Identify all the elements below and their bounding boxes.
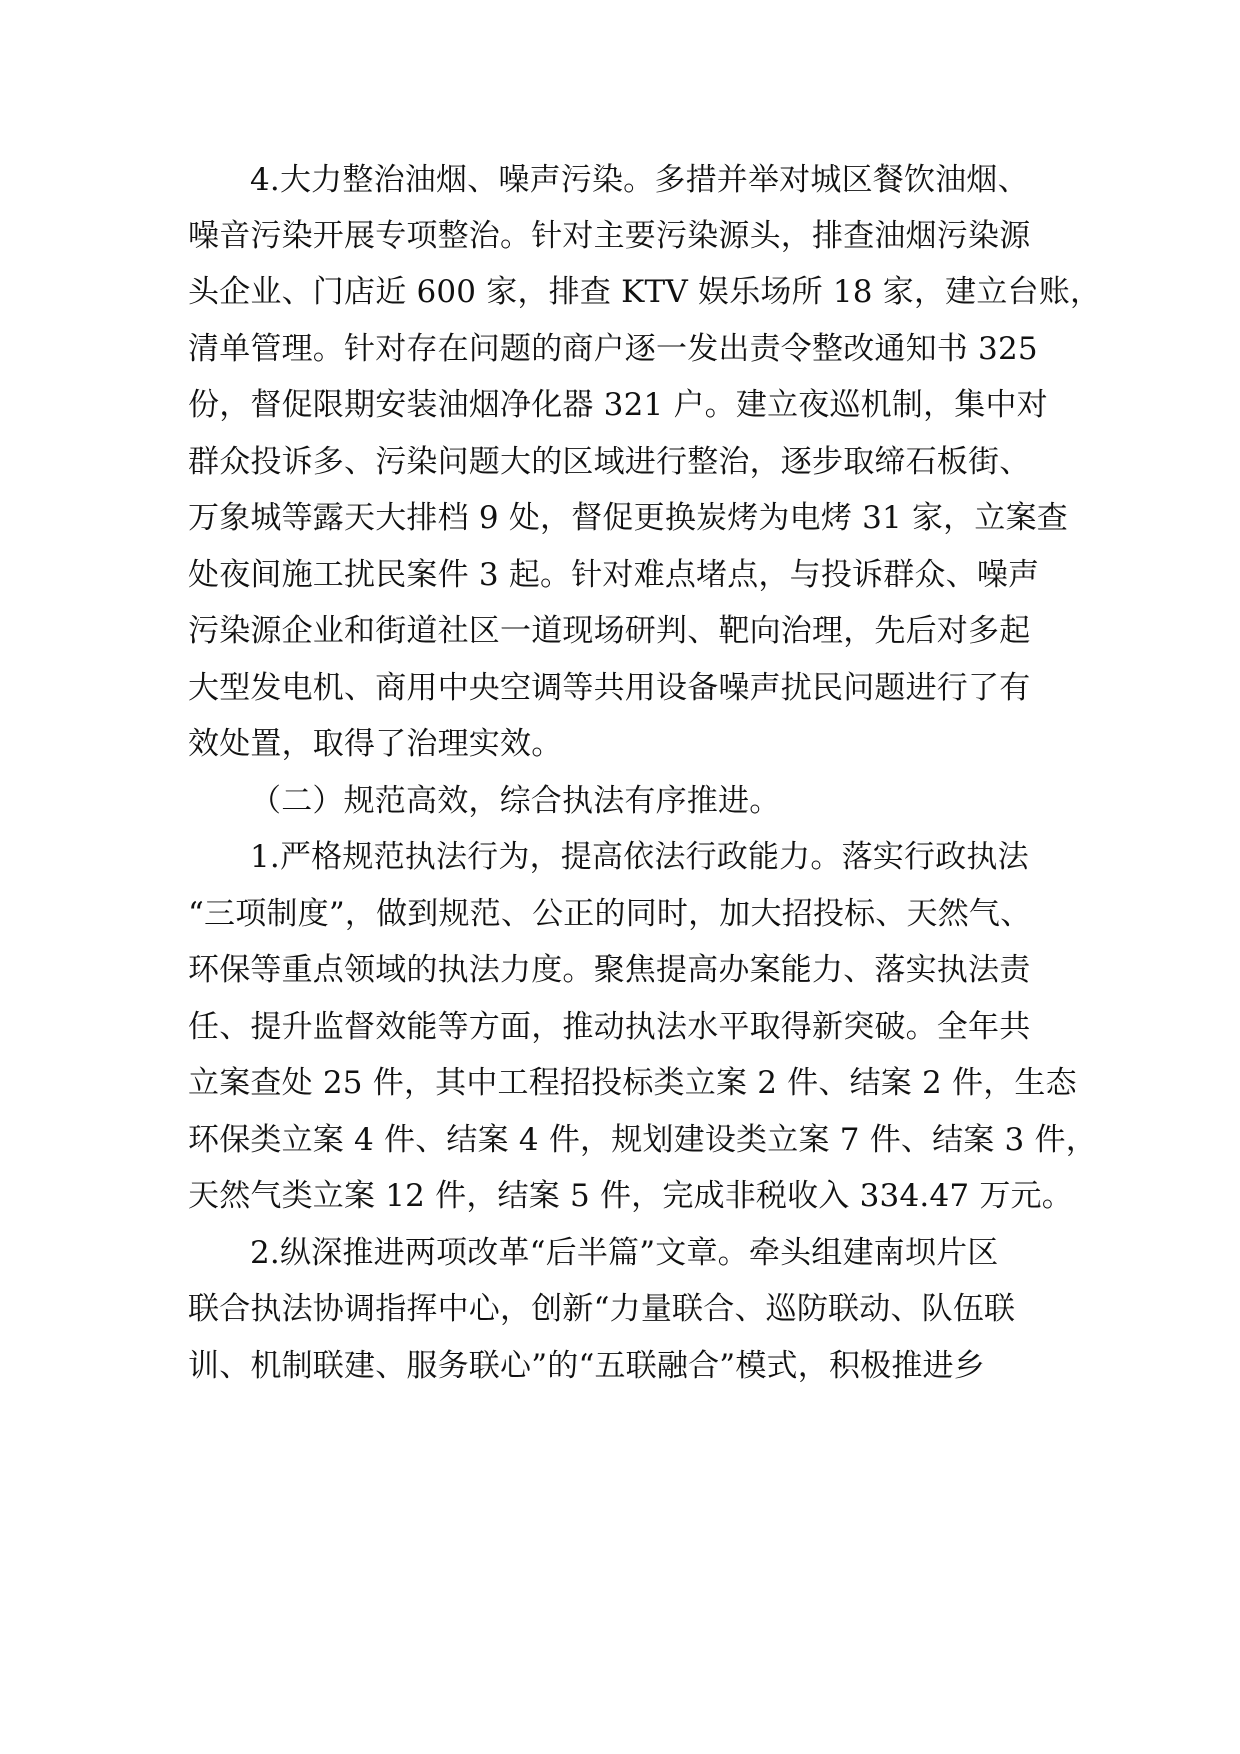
paragraph-line: 天然气类立案 12 件，结案 5 件，完成非税收入 334.47 万元。 — [188, 1178, 1073, 1214]
paragraph-line: 大型发电机、商用中央空调等共用设备噪声扰民问题进行了有 — [188, 670, 1031, 706]
paragraph-line: 头企业、门店近 600 家，排查 KTV 娱乐场所 18 家，建立台账， — [188, 274, 1102, 310]
paragraph-line: 噪音污染开展专项整治。针对主要污染源头，排查油烟污染源 — [188, 218, 1031, 254]
paragraph-line: 2.纵深推进两项改革“后半篇”文章。牵头组建南坝片区 — [250, 1235, 999, 1271]
paragraph-line: 群众投诉多、污染问题大的区域进行整治，逐步取缔石板街、 — [188, 444, 1031, 480]
paragraph-line: 4.大力整治油烟、噪声污染。多措并举对城区餐饮油烟、 — [250, 162, 1029, 198]
paragraph-line: 1.严格规范执法行为，提高依法行政能力。落实行政执法 — [250, 839, 1029, 875]
paragraph-line: 环保类立案 4 件、结案 4 件，规划建设类立案 7 件、结案 3 件， — [188, 1122, 1097, 1158]
section-heading: （二）规范高效，综合执法有序推进。 — [250, 783, 781, 819]
paragraph-line: 任、提升监督效能等方面，推动执法水平取得新突破。全年共 — [188, 1009, 1031, 1045]
paragraph-line: 清单管理。针对存在问题的商户逐一发出责令整改通知书 325 — [188, 331, 1038, 367]
paragraph-line: 万象城等露天大排档 9 处，督促更换炭烤为电烤 31 家，立案查 — [188, 500, 1068, 536]
paragraph-line: 环保等重点领域的执法力度。聚焦提高办案能力、落实执法责 — [188, 952, 1031, 988]
paragraph-line: 立案查处 25 件，其中工程招投标类立案 2 件、结案 2 件，生态 — [188, 1065, 1077, 1101]
paragraph-line: 处夜间施工扰民案件 3 起。针对难点堵点，与投诉群众、噪声 — [188, 557, 1040, 593]
paragraph-line: “三项制度”，做到规范、公正的同时，加大招投标、天然气、 — [188, 896, 1032, 932]
paragraph-line: 污染源企业和街道社区一道现场研判、靶向治理，先后对多起 — [188, 613, 1031, 649]
paragraph-line: 训、机制联建、服务联心”的“五联融合”模式，积极推进乡 — [188, 1348, 985, 1384]
paragraph-line: 联合执法协调指挥中心，创新“力量联合、巡防联动、队伍联 — [188, 1291, 1016, 1327]
paragraph-line: 效处置，取得了治理实效。 — [188, 726, 563, 762]
paragraph-line: 份，督促限期安装油烟净化器 321 户。建立夜巡机制，集中对 — [188, 387, 1048, 423]
